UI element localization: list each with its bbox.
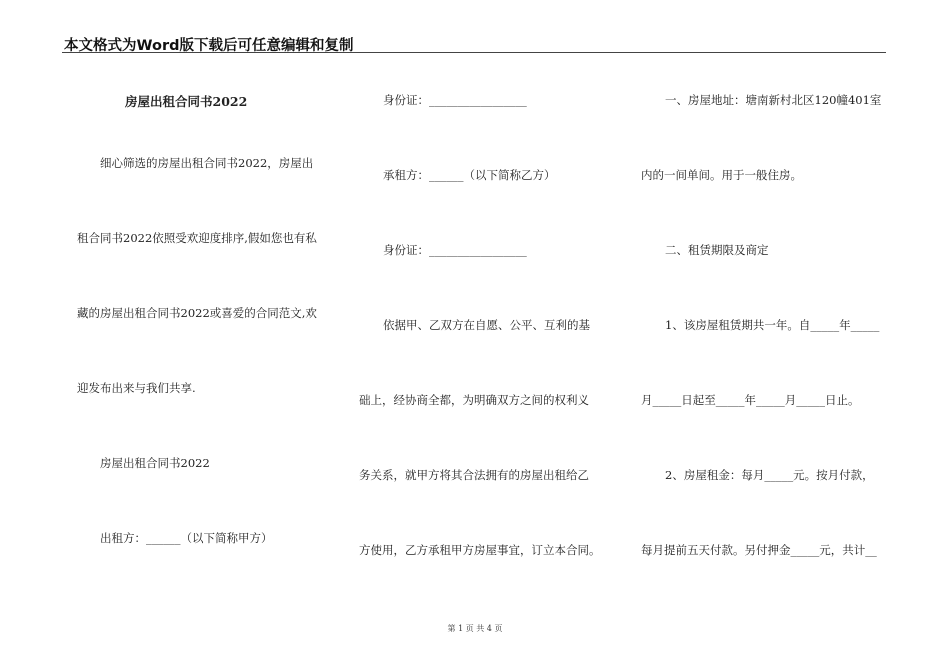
clause-line: 2、房屋租金：每月_____元。按月付款， [665, 468, 874, 482]
paragraph-line: 细心筛选的房屋出租合同书2022，房屋出 [100, 156, 314, 170]
clause-line: 一、房屋地址：塘南新村北区120幢401室 [665, 93, 882, 107]
paragraph-line: 务关系，就甲方将其合法拥有的房屋出租给乙 [359, 468, 589, 482]
clause-heading: 二、租赁期限及商定 [665, 243, 769, 257]
paragraph-line: 租合同书2022依照受欢迎度排序,假如您也有私 [77, 231, 317, 245]
clause-line: 1、该房屋租赁期共一年。自_____年_____ [665, 318, 880, 332]
document-header-title: 本文格式为Word版下载后可任意编辑和复制 [64, 38, 354, 54]
clause-line: 内的一间单间。用于一般住房。 [641, 168, 802, 182]
id-card-field: 身份证：_________________ [383, 243, 527, 257]
paragraph-line: 藏的房屋出租合同书2022或喜爱的合同范文,欢 [77, 306, 317, 320]
clause-line: 每月提前五天付款。另付押金_____元，共计__ [641, 543, 877, 557]
paragraph-line: 方使用，乙方承租甲方房屋事宜，订立本合同。 [359, 543, 601, 557]
paragraph-line: 依据甲、乙双方在自愿、公平、互利的基 [383, 318, 590, 332]
id-card-field: 身份证：_________________ [383, 93, 527, 107]
header-divider [62, 52, 886, 53]
section-heading: 房屋出租合同书2022 [100, 456, 210, 470]
contract-title: 房屋出租合同书2022 [125, 94, 248, 109]
clause-line: 月_____日起至_____年_____月_____日止。 [641, 393, 860, 407]
page-number: 第 1 页 共 4 页 [447, 624, 503, 633]
lessee-field: 承租方：______（以下简称乙方） [383, 168, 556, 182]
paragraph-line: 迎发布出来与我们共享. [77, 381, 196, 395]
lessor-field: 出租方：______（以下简称甲方） [100, 531, 273, 545]
paragraph-line: 础上，经协商全都，为明确双方之间的权利义 [359, 393, 589, 407]
